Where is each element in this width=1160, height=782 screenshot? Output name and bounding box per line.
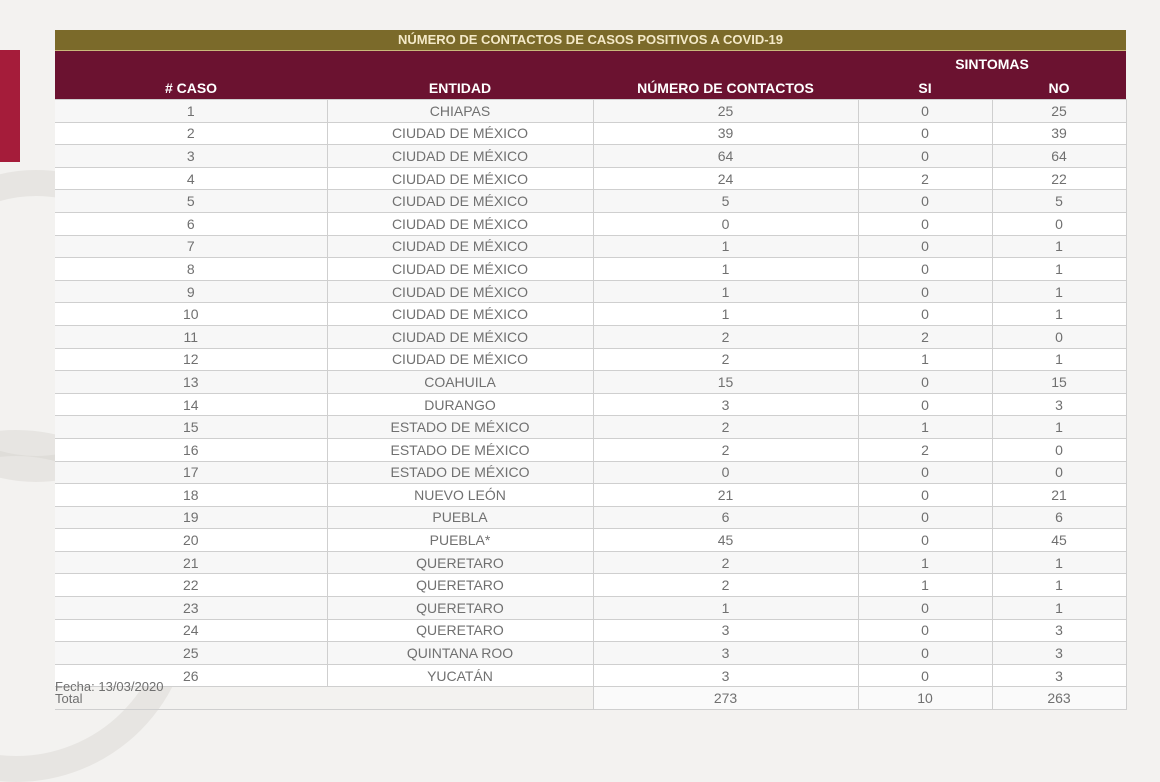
cell-no: 6 xyxy=(992,506,1126,529)
cell-caso: 1 xyxy=(55,100,327,123)
cell-no: 1 xyxy=(992,597,1126,620)
cell-si: 0 xyxy=(858,371,992,394)
table-row xyxy=(55,122,1126,145)
cell-si: 1 xyxy=(858,416,992,439)
cell-contactos: 1 xyxy=(593,280,858,303)
cell-entidad: CIUDAD DE MÉXICO xyxy=(327,190,593,213)
cell-contactos: 64 xyxy=(593,145,858,168)
cell-contactos: 2 xyxy=(593,551,858,574)
cell-entidad: ESTADO DE MÉXICO xyxy=(327,416,593,439)
cell-caso: 3 xyxy=(55,145,327,168)
cell-si: 0 xyxy=(858,529,992,552)
cell-contactos: 1 xyxy=(593,597,858,620)
table-row xyxy=(55,303,1126,326)
cell-entidad: PUEBLA* xyxy=(327,529,593,552)
cell-no: 25 xyxy=(992,100,1126,123)
header-entidad: ENTIDAD xyxy=(327,77,593,100)
cell-caso: 8 xyxy=(55,258,327,281)
cell-entidad: CIUDAD DE MÉXICO xyxy=(327,280,593,303)
cell-entidad: CIUDAD DE MÉXICO xyxy=(327,145,593,168)
cell-entidad: PUEBLA xyxy=(327,506,593,529)
cell-si: 0 xyxy=(858,100,992,123)
table-row xyxy=(55,258,1126,281)
cell-entidad: QUINTANA ROO xyxy=(327,642,593,665)
cell-no: 21 xyxy=(992,484,1126,507)
cell-no: 15 xyxy=(992,371,1126,394)
cell-entidad: NUEVO LEÓN xyxy=(327,484,593,507)
total-contactos: 273 xyxy=(593,687,858,710)
header-blank xyxy=(55,51,327,77)
cell-contactos: 3 xyxy=(593,664,858,687)
cell-si: 1 xyxy=(858,551,992,574)
total-no: 263 xyxy=(992,687,1126,710)
total-label: Total xyxy=(55,687,327,710)
cell-caso: 11 xyxy=(55,325,327,348)
contacts-table xyxy=(55,51,1127,710)
cell-contactos: 15 xyxy=(593,371,858,394)
cell-caso: 16 xyxy=(55,438,327,461)
cell-entidad: CIUDAD DE MÉXICO xyxy=(327,258,593,281)
header-blank xyxy=(593,51,858,77)
cell-no: 1 xyxy=(992,574,1126,597)
cell-caso: 20 xyxy=(55,529,327,552)
cell-entidad: CIUDAD DE MÉXICO xyxy=(327,235,593,258)
table-row xyxy=(55,167,1126,190)
cell-no: 1 xyxy=(992,416,1126,439)
cell-contactos: 2 xyxy=(593,438,858,461)
cell-entidad: QUERETARO xyxy=(327,619,593,642)
cell-entidad: QUERETARO xyxy=(327,574,593,597)
table-row xyxy=(55,371,1126,394)
cell-contactos: 24 xyxy=(593,167,858,190)
cell-caso: 13 xyxy=(55,371,327,394)
cell-caso: 19 xyxy=(55,506,327,529)
cell-caso: 18 xyxy=(55,484,327,507)
table-row xyxy=(55,325,1126,348)
cell-si: 2 xyxy=(858,167,992,190)
cell-si: 0 xyxy=(858,642,992,665)
cell-no: 3 xyxy=(992,393,1126,416)
cell-entidad: DURANGO xyxy=(327,393,593,416)
table-row xyxy=(55,100,1126,123)
cell-caso: 24 xyxy=(55,619,327,642)
cell-contactos: 25 xyxy=(593,100,858,123)
cell-contactos: 39 xyxy=(593,122,858,145)
table-row xyxy=(55,393,1126,416)
cell-si: 0 xyxy=(858,484,992,507)
cell-no: 1 xyxy=(992,258,1126,281)
cell-caso: 25 xyxy=(55,642,327,665)
cell-si: 0 xyxy=(858,280,992,303)
table-row xyxy=(55,619,1126,642)
cell-entidad: QUERETARO xyxy=(327,597,593,620)
cell-contactos: 2 xyxy=(593,416,858,439)
cell-caso: 22 xyxy=(55,574,327,597)
header-contactos: NÚMERO DE CONTACTOS xyxy=(593,77,858,100)
cell-no: 3 xyxy=(992,664,1126,687)
cell-no: 64 xyxy=(992,145,1126,168)
table-row xyxy=(55,551,1126,574)
table-row xyxy=(55,190,1126,213)
cell-contactos: 0 xyxy=(593,461,858,484)
cell-entidad: ESTADO DE MÉXICO xyxy=(327,438,593,461)
total-row xyxy=(55,687,1126,710)
cell-entidad: CIUDAD DE MÉXICO xyxy=(327,167,593,190)
cell-contactos: 5 xyxy=(593,190,858,213)
table-row xyxy=(55,461,1126,484)
cell-contactos: 3 xyxy=(593,642,858,665)
cell-caso: 17 xyxy=(55,461,327,484)
cell-caso: 14 xyxy=(55,393,327,416)
cell-contactos: 2 xyxy=(593,348,858,371)
cell-no: 39 xyxy=(992,122,1126,145)
cell-caso: 6 xyxy=(55,212,327,235)
cell-si: 0 xyxy=(858,303,992,326)
cell-no: 0 xyxy=(992,325,1126,348)
table-row xyxy=(55,212,1126,235)
cell-entidad: CHIAPAS xyxy=(327,100,593,123)
cell-si: 0 xyxy=(858,190,992,213)
cell-no: 1 xyxy=(992,348,1126,371)
cell-si: 0 xyxy=(858,664,992,687)
cell-no: 3 xyxy=(992,642,1126,665)
cell-no: 1 xyxy=(992,303,1126,326)
cell-contactos: 1 xyxy=(593,303,858,326)
cell-contactos: 6 xyxy=(593,506,858,529)
header-caso: # CASO xyxy=(55,77,327,100)
cell-entidad: CIUDAD DE MÉXICO xyxy=(327,212,593,235)
cell-entidad: CIUDAD DE MÉXICO xyxy=(327,303,593,326)
cell-si: 2 xyxy=(858,438,992,461)
header-si: SI xyxy=(858,77,992,100)
cell-caso: 23 xyxy=(55,597,327,620)
cell-contactos: 1 xyxy=(593,235,858,258)
table-row xyxy=(55,280,1126,303)
cell-entidad: COAHUILA xyxy=(327,371,593,394)
table-title: NÚMERO DE CONTACTOS DE CASOS POSITIVOS A COVID-19 xyxy=(55,30,1126,51)
cell-contactos: 1 xyxy=(593,258,858,281)
cell-contactos: 21 xyxy=(593,484,858,507)
cell-no: 22 xyxy=(992,167,1126,190)
header-no: NO xyxy=(992,77,1126,100)
cell-contactos: 3 xyxy=(593,393,858,416)
cell-no: 1 xyxy=(992,280,1126,303)
header-row xyxy=(55,77,1126,100)
cell-no: 1 xyxy=(992,235,1126,258)
cell-entidad: CIUDAD DE MÉXICO xyxy=(327,348,593,371)
cell-si: 0 xyxy=(858,235,992,258)
cell-caso: 4 xyxy=(55,167,327,190)
cell-contactos: 0 xyxy=(593,212,858,235)
cell-si: 1 xyxy=(858,574,992,597)
total-si: 10 xyxy=(858,687,992,710)
cell-contactos: 2 xyxy=(593,325,858,348)
cell-no: 5 xyxy=(992,190,1126,213)
table-row xyxy=(55,642,1126,665)
total-blank xyxy=(327,687,593,710)
cell-no: 0 xyxy=(992,438,1126,461)
header-blank xyxy=(327,51,593,77)
table-row xyxy=(55,529,1126,552)
cell-entidad: CIUDAD DE MÉXICO xyxy=(327,122,593,145)
cell-no: 0 xyxy=(992,212,1126,235)
cell-si: 0 xyxy=(858,122,992,145)
cell-caso: 5 xyxy=(55,190,327,213)
cell-si: 0 xyxy=(858,258,992,281)
cell-si: 0 xyxy=(858,506,992,529)
cell-caso: 2 xyxy=(55,122,327,145)
cell-no: 0 xyxy=(992,461,1126,484)
cell-no: 1 xyxy=(992,551,1126,574)
report-date: Fecha: 13/03/2020 xyxy=(55,679,164,694)
table-row xyxy=(55,416,1126,439)
table-row xyxy=(55,348,1126,371)
contacts-table-panel xyxy=(55,30,1126,710)
cell-caso: 9 xyxy=(55,280,327,303)
header-row-top xyxy=(55,51,1126,77)
table-row xyxy=(55,484,1126,507)
side-accent-bar xyxy=(0,50,20,162)
cell-caso: 10 xyxy=(55,303,327,326)
cell-caso: 21 xyxy=(55,551,327,574)
cell-contactos: 2 xyxy=(593,574,858,597)
cell-si: 0 xyxy=(858,212,992,235)
cell-si: 0 xyxy=(858,145,992,168)
table-row xyxy=(55,506,1126,529)
table-row xyxy=(55,574,1126,597)
table-row xyxy=(55,235,1126,258)
table-row xyxy=(55,145,1126,168)
cell-caso: 7 xyxy=(55,235,327,258)
cell-si: 2 xyxy=(858,325,992,348)
cell-entidad: ESTADO DE MÉXICO xyxy=(327,461,593,484)
cell-contactos: 3 xyxy=(593,619,858,642)
cell-si: 0 xyxy=(858,393,992,416)
cell-entidad: QUERETARO xyxy=(327,551,593,574)
cell-no: 45 xyxy=(992,529,1126,552)
cell-caso: 15 xyxy=(55,416,327,439)
cell-contactos: 45 xyxy=(593,529,858,552)
cell-si: 0 xyxy=(858,461,992,484)
cell-entidad: YUCATÁN xyxy=(327,664,593,687)
cell-si: 0 xyxy=(858,597,992,620)
table-body xyxy=(55,100,1126,687)
header-sintomas: SINTOMAS xyxy=(858,51,1126,77)
cell-caso: 12 xyxy=(55,348,327,371)
table-row xyxy=(55,664,1126,687)
cell-no: 3 xyxy=(992,619,1126,642)
cell-si: 0 xyxy=(858,619,992,642)
table-row xyxy=(55,597,1126,620)
table-row xyxy=(55,438,1126,461)
cell-si: 1 xyxy=(858,348,992,371)
cell-caso: 26 xyxy=(55,664,327,687)
cell-entidad: CIUDAD DE MÉXICO xyxy=(327,325,593,348)
